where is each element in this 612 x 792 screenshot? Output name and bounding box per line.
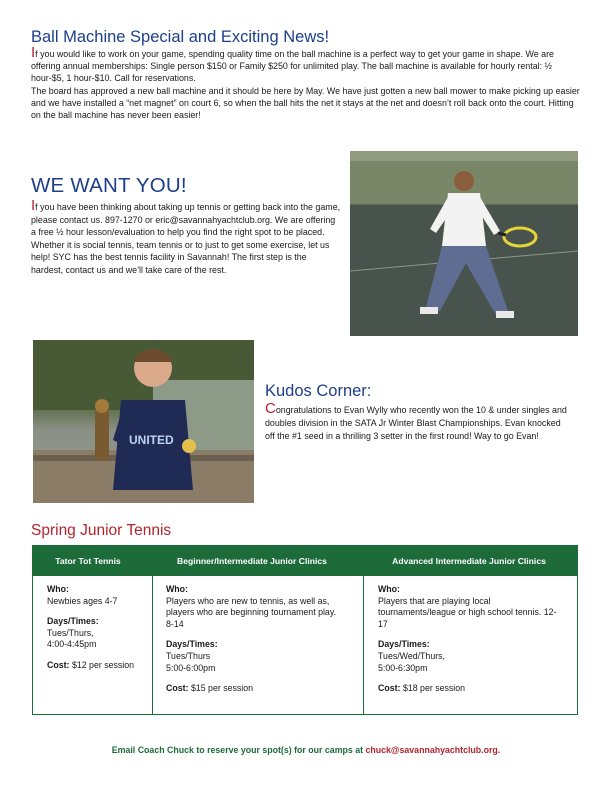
days-value: Tues/Wed/Thurs, [378, 650, 445, 661]
cost-value: $12 per session [71, 659, 135, 670]
we-want-you-text [31, 197, 341, 277]
column-header: Advanced Intermediate Junior Clinics [392, 556, 546, 566]
kudos-text [265, 400, 571, 442]
we-want-you-paragraph: f you have been thinking about taking up tennis or getting back into the game, please contact us. 897-1270 or eric@savannahyachtclub.org. We are offering a free ½ hour lesson/evaluation to help you find the right spot to be placed. Whether it is social tennis, team tennis or to just to get some exercise, let us help! SYC has the best tennis facility in Savannah! The first step is the hardest, contact us and we’ll take care of the rest. [31, 202, 341, 275]
ball-machine-paragraph-2: The board has approved a new ball machine and it should be here by May. We have just gotten a new ball mower to make picking up easier and we have installed a “net magnet” on court 6, so when the ball hits the net it stays at the net and doesn’t roll back onto the court. Hitting on the ball machine has never been easier! [31, 85, 580, 121]
drop-cap: C [265, 400, 276, 417]
kudos-paragraph: ongratulations to Evan Wylly who recently won the 10 & under singles and doubles division in the SATA Jr Winter Blast Championships. Evan knocked off the #1 seed in a thrilling 3 setter in the first round! Way to go Evan! [265, 405, 567, 441]
days-label: Days/Times: [378, 639, 430, 650]
column-header: Beginner/Intermediate Junior Clinics [177, 556, 327, 566]
shirt-text: UNITED [129, 433, 174, 447]
we-want-you-heading: WE WANT YOU! [31, 174, 187, 197]
beginner-intermediate-cell [166, 584, 338, 704]
tennis-player-photo [350, 151, 578, 336]
cost-label: Cost: [378, 683, 401, 694]
cost-label: Cost: [166, 683, 189, 694]
who-value: Players who are new to tennis, as well as, players who are beginning tournament play. 8-14 [166, 595, 337, 629]
trophy-kid-figure [33, 340, 254, 503]
who-value: Newbies ages 4-7 [47, 595, 118, 606]
spring-junior-heading: Spring Junior Tennis [31, 522, 172, 539]
who-label: Who: [378, 584, 400, 594]
who-label: Who: [166, 584, 188, 594]
tator-tot-cell [47, 584, 147, 681]
days-label: Days/Times: [47, 616, 99, 627]
who-label: Who: [47, 584, 69, 594]
kudos-heading: Kudos Corner: [265, 382, 372, 400]
schedule-table [32, 545, 578, 715]
days-value: Tues/Thurs, [47, 627, 94, 638]
ball-machine-paragraph-1: f you would like to work on your game, spending quality time on the ball machine is a perfect way to get your game in shape. We are offering annual memberships: Single person $150 or Family $250 for unlimited play. The ball machine is available for hourly rental: ½ hour-$5, 1 hour-$10. Call for reservations. [31, 49, 554, 84]
ball-machine-text [31, 44, 583, 121]
who-value: Players that are playing local tournaments/league or high school tennis. 12-17 [378, 595, 557, 629]
footer-text: Email Coach Chuck to reserve your spot(s) for our camps at [111, 745, 366, 755]
drop-cap: I [31, 44, 36, 61]
times-value: 4:00-4:45pm [47, 639, 97, 650]
cost-value: $18 per session [402, 683, 466, 694]
tennis-player-figure [350, 151, 578, 336]
cost-label: Cost: [47, 659, 70, 670]
drop-cap: I [31, 197, 36, 214]
table-header-row [33, 546, 577, 576]
times-value: 5:00-6:30pm [378, 662, 428, 673]
times-value: 5:00-6:00pm [166, 662, 216, 673]
column-divider [152, 576, 153, 714]
trophy-kid-photo [33, 340, 254, 503]
days-value: Tues/Thurs [166, 650, 211, 661]
advanced-intermediate-cell [378, 584, 558, 704]
cost-value: $15 per session [190, 683, 254, 694]
column-divider [363, 576, 364, 714]
column-header: Tator Tot Tennis [55, 556, 121, 566]
days-label: Days/Times: [166, 639, 218, 650]
footer-email-link[interactable]: chuck@savannahyachtclub.org [365, 745, 498, 755]
footer-end: . [497, 745, 501, 755]
footer-note [0, 745, 612, 755]
ball-machine-heading: Ball Machine Special and Exciting News! [31, 28, 330, 46]
